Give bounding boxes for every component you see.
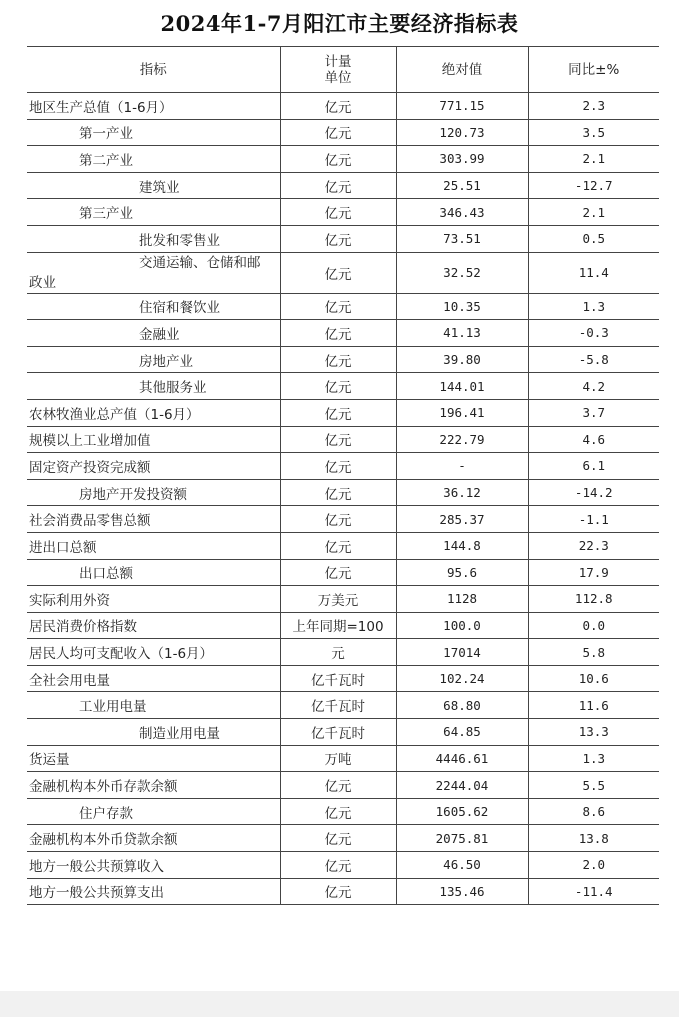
row-yoy: 8.6 bbox=[528, 798, 659, 825]
row-value: 68.80 bbox=[396, 692, 528, 719]
row-unit: 亿元 bbox=[280, 93, 396, 120]
table-row bbox=[27, 772, 659, 799]
row-unit: 亿元 bbox=[280, 878, 396, 905]
row-unit: 万美元 bbox=[280, 586, 396, 613]
row-name: 房地产开发投资额 bbox=[27, 479, 280, 506]
row-yoy: 2.1 bbox=[528, 146, 659, 173]
row-unit: 亿元 bbox=[280, 798, 396, 825]
table-row bbox=[27, 612, 659, 639]
row-unit: 亿元 bbox=[280, 825, 396, 852]
table-row bbox=[27, 252, 659, 293]
row-unit: 亿元 bbox=[280, 479, 396, 506]
row-value: 95.6 bbox=[396, 559, 528, 586]
row-yoy: 0.5 bbox=[528, 225, 659, 252]
row-yoy: 13.3 bbox=[528, 719, 659, 746]
row-unit: 亿元 bbox=[280, 559, 396, 586]
row-value: 222.79 bbox=[396, 426, 528, 453]
table-row bbox=[27, 719, 659, 746]
header-unit-line2: 单位 bbox=[324, 69, 352, 86]
row-yoy: 1.3 bbox=[528, 293, 659, 320]
indicator-table bbox=[27, 46, 659, 905]
row-value: 2244.04 bbox=[396, 772, 528, 799]
row-unit: 亿元 bbox=[280, 399, 396, 426]
row-yoy: 11.6 bbox=[528, 692, 659, 719]
row-name: 地区生产总值（1-6月） bbox=[27, 93, 280, 120]
row-yoy: 1.3 bbox=[528, 745, 659, 772]
row-unit: 万吨 bbox=[280, 745, 396, 772]
row-yoy: 17.9 bbox=[528, 559, 659, 586]
row-name: 第三产业 bbox=[27, 199, 280, 226]
row-unit: 亿元 bbox=[280, 172, 396, 199]
table-row bbox=[27, 532, 659, 559]
row-value: - bbox=[396, 453, 528, 480]
row-value: 303.99 bbox=[396, 146, 528, 173]
row-name: 金融业 bbox=[27, 320, 280, 347]
table-row bbox=[27, 146, 659, 173]
table-row bbox=[27, 453, 659, 480]
row-name: 第二产业 bbox=[27, 146, 280, 173]
row-name: 居民人均可支配收入（1-6月） bbox=[27, 639, 280, 666]
row-unit: 亿元 bbox=[280, 506, 396, 533]
row-value: 285.37 bbox=[396, 506, 528, 533]
row-name: 批发和零售业 bbox=[27, 225, 280, 252]
row-yoy: -11.4 bbox=[528, 878, 659, 905]
row-unit: 亿元 bbox=[280, 293, 396, 320]
table-row bbox=[27, 172, 659, 199]
row-value: 10.35 bbox=[396, 293, 528, 320]
row-unit: 亿元 bbox=[280, 852, 396, 879]
row-yoy: 11.4 bbox=[528, 252, 659, 293]
row-name: 社会消费品零售总额 bbox=[27, 506, 280, 533]
row-value: 100.0 bbox=[396, 612, 528, 639]
row-yoy: 2.0 bbox=[528, 852, 659, 879]
row-yoy: 6.1 bbox=[528, 453, 659, 480]
row-yoy: 0.0 bbox=[528, 612, 659, 639]
row-name: 工业用电量 bbox=[27, 692, 280, 719]
row-value: 25.51 bbox=[396, 172, 528, 199]
row-name: 进出口总额 bbox=[27, 532, 280, 559]
row-unit: 亿元 bbox=[280, 532, 396, 559]
row-name: 建筑业 bbox=[27, 172, 280, 199]
row-yoy: 22.3 bbox=[528, 532, 659, 559]
row-value: 1605.62 bbox=[396, 798, 528, 825]
row-name: 规模以上工业增加值 bbox=[27, 426, 280, 453]
table-row bbox=[27, 293, 659, 320]
row-value: 46.50 bbox=[396, 852, 528, 879]
table-row bbox=[27, 852, 659, 879]
row-name: 第一产业 bbox=[27, 119, 280, 146]
table-row bbox=[27, 225, 659, 252]
row-value: 346.43 bbox=[396, 199, 528, 226]
table-row bbox=[27, 93, 659, 120]
row-name: 实际利用外资 bbox=[27, 586, 280, 613]
row-yoy: -5.8 bbox=[528, 346, 659, 373]
header-unit-line1: 计量 bbox=[324, 53, 352, 70]
row-yoy: 112.8 bbox=[528, 586, 659, 613]
row-name: 地方一般公共预算收入 bbox=[27, 852, 280, 879]
row-value: 1128 bbox=[396, 586, 528, 613]
row-yoy: -0.3 bbox=[528, 320, 659, 347]
row-name: 制造业用电量 bbox=[27, 719, 280, 746]
row-unit: 亿元 bbox=[280, 146, 396, 173]
table-row bbox=[27, 639, 659, 666]
row-name-line2: 政业 bbox=[29, 274, 56, 291]
row-yoy: -12.7 bbox=[528, 172, 659, 199]
row-unit: 亿元 bbox=[280, 426, 396, 453]
row-value: 73.51 bbox=[396, 225, 528, 252]
row-value: 144.01 bbox=[396, 373, 528, 400]
row-name: 农林牧渔业总产值（1-6月） bbox=[27, 399, 280, 426]
row-yoy: 3.5 bbox=[528, 119, 659, 146]
table-row bbox=[27, 665, 659, 692]
row-yoy: -14.2 bbox=[528, 479, 659, 506]
row-value: 41.13 bbox=[396, 320, 528, 347]
row-unit: 亿元 bbox=[280, 346, 396, 373]
row-value: 17014 bbox=[396, 639, 528, 666]
row-unit: 亿元 bbox=[280, 119, 396, 146]
row-value: 135.46 bbox=[396, 878, 528, 905]
table-row bbox=[27, 320, 659, 347]
table-row bbox=[27, 506, 659, 533]
row-unit: 亿千瓦时 bbox=[280, 719, 396, 746]
row-unit: 亿元 bbox=[280, 453, 396, 480]
row-name: 住户存款 bbox=[27, 798, 280, 825]
table-row bbox=[27, 825, 659, 852]
row-yoy: 13.8 bbox=[528, 825, 659, 852]
row-value: 36.12 bbox=[396, 479, 528, 506]
table-row bbox=[27, 878, 659, 905]
table-row bbox=[27, 692, 659, 719]
row-value: 120.73 bbox=[396, 119, 528, 146]
row-value: 4446.61 bbox=[396, 745, 528, 772]
row-unit: 元 bbox=[280, 639, 396, 666]
row-name bbox=[27, 252, 280, 293]
row-value: 2075.81 bbox=[396, 825, 528, 852]
row-unit: 亿元 bbox=[280, 373, 396, 400]
row-name: 全社会用电量 bbox=[27, 665, 280, 692]
header-indicator: 指标 bbox=[27, 47, 280, 93]
row-value: 196.41 bbox=[396, 399, 528, 426]
row-name: 居民消费价格指数 bbox=[27, 612, 280, 639]
header-yoy: 同比±% bbox=[528, 47, 659, 93]
row-value: 32.52 bbox=[396, 252, 528, 293]
page-footer-bar bbox=[0, 991, 679, 1017]
table-row bbox=[27, 745, 659, 772]
table-row bbox=[27, 119, 659, 146]
table-row bbox=[27, 199, 659, 226]
row-name: 其他服务业 bbox=[27, 373, 280, 400]
row-value: 102.24 bbox=[396, 665, 528, 692]
row-name: 固定资产投资完成额 bbox=[27, 453, 280, 480]
row-unit: 亿千瓦时 bbox=[280, 692, 396, 719]
row-name: 住宿和餐饮业 bbox=[27, 293, 280, 320]
row-unit: 亿元 bbox=[280, 225, 396, 252]
row-name: 金融机构本外币贷款余额 bbox=[27, 825, 280, 852]
row-name: 出口总额 bbox=[27, 559, 280, 586]
row-name: 地方一般公共预算支出 bbox=[27, 878, 280, 905]
table-row bbox=[27, 346, 659, 373]
row-yoy: 4.2 bbox=[528, 373, 659, 400]
row-yoy: 5.5 bbox=[528, 772, 659, 799]
row-yoy: 4.6 bbox=[528, 426, 659, 453]
row-name: 房地产业 bbox=[27, 346, 280, 373]
row-yoy: 2.3 bbox=[528, 93, 659, 120]
row-yoy: 3.7 bbox=[528, 399, 659, 426]
table-row bbox=[27, 373, 659, 400]
row-name-line1: 交通运输、仓储和邮 bbox=[139, 254, 261, 271]
row-unit: 上年同期=100 bbox=[280, 612, 396, 639]
row-value: 39.80 bbox=[396, 346, 528, 373]
row-yoy: 10.6 bbox=[528, 665, 659, 692]
row-unit: 亿元 bbox=[280, 252, 396, 293]
table-row bbox=[27, 426, 659, 453]
row-unit: 亿元 bbox=[280, 772, 396, 799]
header-value: 绝对值 bbox=[396, 47, 528, 93]
table-row bbox=[27, 798, 659, 825]
row-name: 金融机构本外币存款余额 bbox=[27, 772, 280, 799]
row-value: 64.85 bbox=[396, 719, 528, 746]
table-row bbox=[27, 399, 659, 426]
page-title: 2024年1-7月阳江市主要经济指标表 bbox=[160, 11, 519, 36]
header-unit bbox=[280, 47, 396, 93]
table-header-row bbox=[27, 47, 659, 93]
row-unit: 亿元 bbox=[280, 199, 396, 226]
row-yoy: -1.1 bbox=[528, 506, 659, 533]
table-row bbox=[27, 559, 659, 586]
row-unit: 亿元 bbox=[280, 320, 396, 347]
table-row bbox=[27, 479, 659, 506]
row-value: 771.15 bbox=[396, 93, 528, 120]
row-yoy: 2.1 bbox=[528, 199, 659, 226]
row-name: 货运量 bbox=[27, 745, 280, 772]
row-value: 144.8 bbox=[396, 532, 528, 559]
row-yoy: 5.8 bbox=[528, 639, 659, 666]
row-unit: 亿千瓦时 bbox=[280, 665, 396, 692]
table-row bbox=[27, 586, 659, 613]
